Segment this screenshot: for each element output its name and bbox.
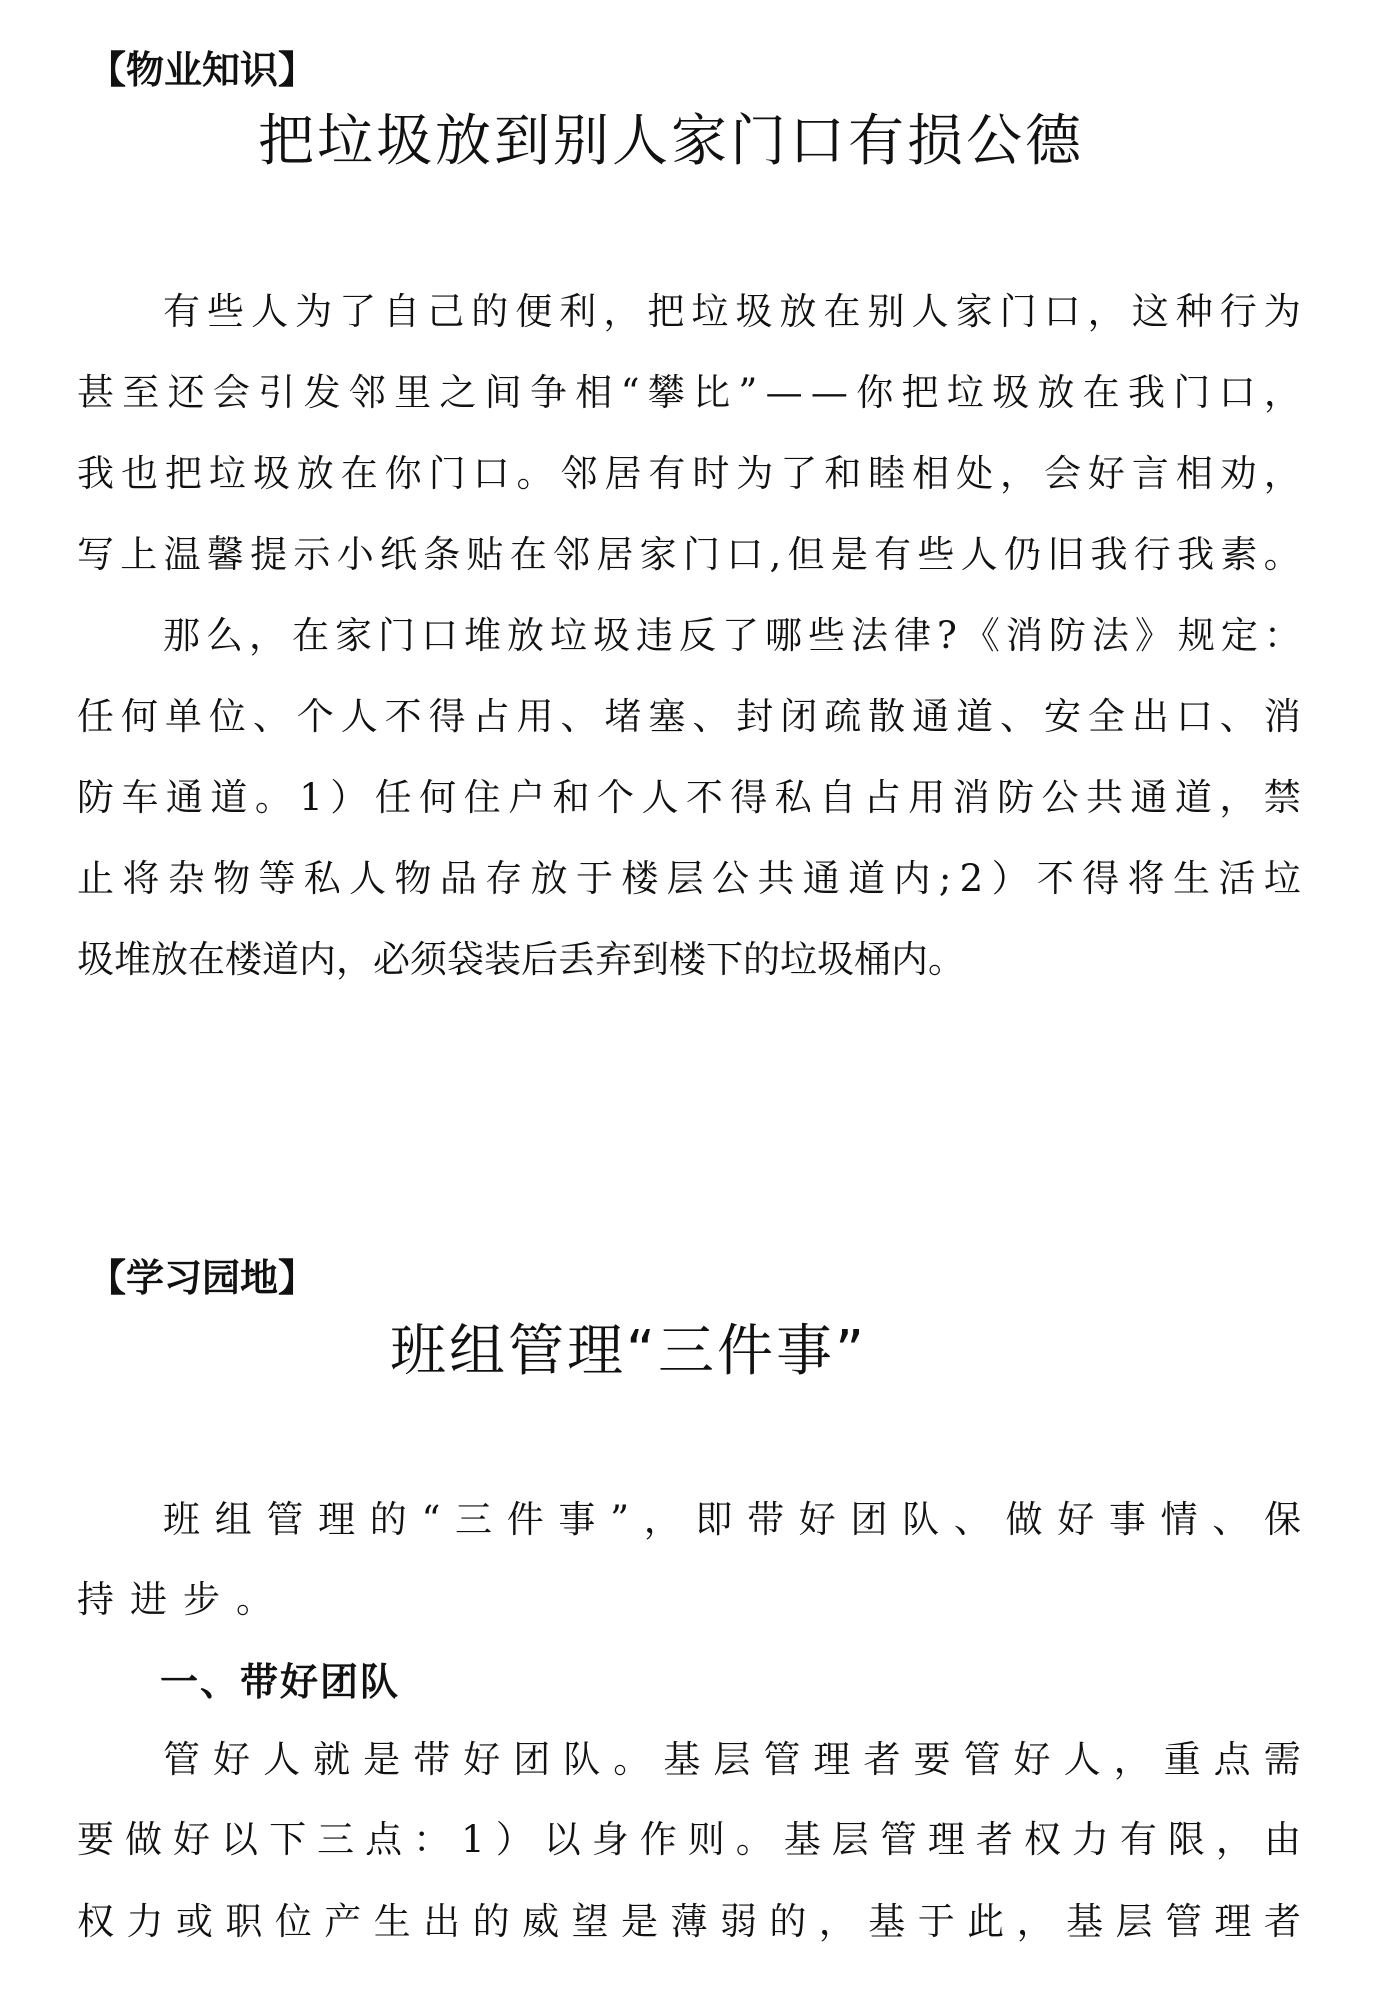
article-title-team-management: 班组管理“三件事”	[390, 1319, 868, 1384]
text-line: 我 也 把 垃 圾 放 在 你 门 口 。 邻 居 有 时 为 了 和 睦 相 处 ， 会 好 言 相 劝 ，	[77, 452, 1301, 495]
text-line: 任 何 单 位 、 个 人 不 得 占 用 、 堵 塞 、 封 闭 疏 散 通 道 、 安 全 出 口 、 消	[77, 695, 1301, 738]
text-line: 持进步。	[77, 1578, 289, 1621]
text-line: 防 车 通 道 。 1 ） 任 何 住 户 和 个 人 不 得 私 自 占 用 消 防 公 共 通 道 ， 禁	[77, 776, 1301, 819]
section-label-property-knowledge: 【物业知识】	[88, 48, 317, 92]
text-line: 写 上 温 馨 提 示 小 纸 条 贴 在 邻 居 家 门 口 , 但 是 有 些 人 仍 旧 我 行 我 素 。	[77, 533, 1301, 576]
article-title-garbage: 把垃圾放到别人家门口有损公德	[258, 109, 1084, 174]
text-line: 权 力 或 职 位 产 生 出 的 威 望 是 薄 弱 的 ， 基 于 此 ， 基 层 管 理 者	[77, 1900, 1301, 1943]
text-line: 止 将 杂 物 等 私 人 物 品 存 放 于 楼 层 公 共 通 道 内 ; 2 ） 不 得 将 生 活 垃	[77, 857, 1301, 900]
text-line: 管 好 人 就 是 带 好 团 队 。 基 层 管 理 者 要 管 好 人 ， 重 点 需	[163, 1738, 1301, 1781]
section-label-learning-corner: 【学习园地】	[88, 1256, 317, 1300]
text-line: 班 组 管 理 的 “ 三 件 事 ” ， 即 带 好 团 队 、 做 好 事 情 、 保	[163, 1498, 1301, 1541]
subheading-lead-team: 一、带好团队	[160, 1660, 401, 1704]
text-line: 要 做 好 以 下 三 点 ： 1 ） 以 身 作 则 。 基 层 管 理 者 权 力 有 限 ， 由	[77, 1818, 1301, 1861]
text-line: 甚 至 还 会 引 发 邻 里 之 间 争 相 “ 攀 比 ” — — 你 把 垃 圾 放 在 我 门 口 ，	[77, 371, 1301, 414]
text-line: 圾堆放在楼道内，必须袋装后丢弃到楼下的垃圾桶内。	[77, 938, 965, 981]
text-line: 有 些 人 为 了 自 己 的 便 利 ， 把 垃 圾 放 在 别 人 家 门 口 ， 这 种 行 为	[163, 290, 1301, 333]
text-line: 那 么 ， 在 家 门 口 堆 放 垃 圾 违 反 了 哪 些 法 律 ? 《 消 防 法 》 规 定 ：	[163, 614, 1301, 657]
